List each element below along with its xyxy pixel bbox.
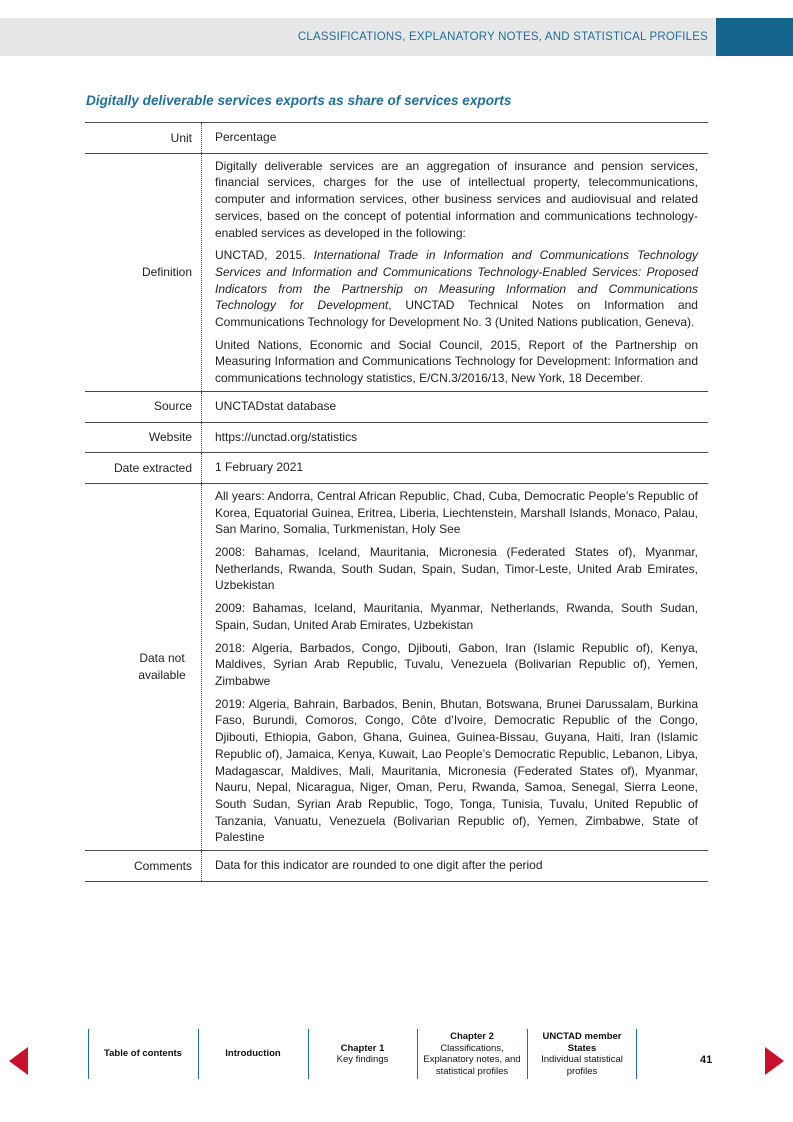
nav-table-of-contents[interactable]	[89, 1029, 197, 1079]
reference-title: International Trade in Information and Communications Technology Services and Information and Communications Technology-Enabled Services: Proposed Indicators from the Partnership on Measuring Information and Communications Technology for Development	[215, 248, 699, 313]
nav-sublabel: Individual statistical	[541, 1054, 623, 1065]
section-title: CLASSIFICATIONS, EXPLANATORY NOTES, AND STATISTICAL PROFILES	[297, 31, 708, 43]
reference-author: UNCTAD, 2015.	[215, 248, 314, 263]
row-comments	[85, 850, 708, 882]
source-value: UNCTADstat database	[215, 398, 337, 413]
definition-reference-un: United Nations, Economic and Social Council, 2015, Report of the Partnership on Measuring Information and Communications Technology for Development: Information and communications technology statistics, E/CN.3/2016/13, New York, 18 December.	[215, 337, 698, 386]
header-bar	[0, 18, 716, 56]
nav-sublabel: Classifications,	[440, 1042, 504, 1054]
nav-label: Table of contents	[104, 1048, 182, 1060]
reference-details: , UNCTAD Technical Notes on Information and Communications Technology for Development No. 3 (United Nations publication, Geneva).	[215, 298, 698, 330]
website-label: Website	[85, 423, 202, 453]
header-accent-block	[716, 18, 793, 56]
definition-paragraph: Digitally deliverable services are an aggregation of insurance and pension services, financial services, charges for the use of intellectual property, telecommunications, computer and information services, other business services and audiovisual and related services, based on the concept of potential information and communications technology-enabled services as developed in the following:	[215, 158, 698, 240]
comments-value: Data for this indicator are rounded to one digit after the period	[215, 858, 543, 873]
row-unit	[85, 122, 708, 153]
metadata-table	[85, 122, 708, 882]
nav-label: Introduction	[225, 1048, 281, 1060]
list-item: 2018: Algeria, Barbados, Congo, Djibouti, Gabon, Iran (Islamic Republic of), Kenya, Maldives, Syrian Arab Republic, Tuvalu, Venezuela (Bolivarian Republic of), Yemen, Zimbabwe	[215, 640, 698, 688]
list-item: 2009: Bahamas, Iceland, Mauritania, Myanmar, Netherlands, Rwanda, South Sudan, Spain, Sudan, United Arab Emirates, Uzbekistan	[215, 601, 698, 632]
row-date-extracted	[85, 452, 708, 483]
comments-label: Comments	[85, 851, 202, 881]
list-item: 2008: Bahamas, Iceland, Mauritania, Micronesia (Federated States of), Myanmar, Netherlands, Rwanda, South Sudan, Spain, Sudan, Timor-Leste, United Arab Emirates, Uzbekistan	[215, 545, 698, 593]
source-label: Source	[85, 392, 202, 422]
next-page-arrow-icon[interactable]	[765, 1047, 784, 1075]
row-website	[85, 422, 708, 453]
page-number: 41	[700, 1054, 713, 1066]
nav-introduction[interactable]	[199, 1029, 307, 1079]
page-title: Digitally deliverable services exports as share of services exports	[86, 93, 512, 108]
row-source	[85, 391, 708, 422]
date-extracted-label: Date extracted	[85, 453, 202, 483]
nav-sublabel: profiles	[566, 1065, 598, 1077]
row-data-not-available	[85, 483, 708, 850]
nav-member-states[interactable]	[528, 1029, 636, 1079]
nav-sublabel: Key findings	[336, 1054, 389, 1065]
data-not-available-label	[85, 484, 202, 850]
website-link[interactable]: https://unctad.org/statistics	[215, 429, 358, 444]
nav-sublabel: statistical profiles	[435, 1065, 509, 1077]
nav-divider	[636, 1029, 637, 1079]
unit-label: Unit	[85, 123, 202, 153]
row-definition	[85, 153, 708, 391]
label-line: available	[138, 667, 186, 682]
data-not-available-value	[202, 484, 708, 850]
definition-value	[202, 154, 708, 391]
nav-label: Chapter 2	[450, 1031, 494, 1042]
nav-label: Chapter 1	[340, 1042, 385, 1054]
nav-label: UNCTAD member States	[542, 1031, 622, 1054]
date-extracted-value: 1 February 2021	[215, 460, 304, 475]
label-line: Data not	[139, 651, 185, 666]
list-item: 2019: Algeria, Bahrain, Barbados, Benin, Bhutan, Botswana, Brunei Darussalam, Burkina Faso, Burundi, Comoros, Congo, Côte d’Ivoire, Democratic Republic of the Congo, Djibouti, Ethiopia, Gabon, Ghana, Guinea, Guinea-Bissau, Guyana, Haiti, Iran (Islamic Republic of), Jamaica, Kenya, Kuwait, Lao People’s Democratic Republic, Lebanon, Libya, Madagascar, Maldives, Mali, Mauritania, Micronesia (Federated States of), Myanmar, Nauru, Nepal, Nicaragua, Niger, Oman, Peru, Rwanda, Samoa, Senegal, Sierra Leone, South Sudan, Syrian Arab Republic, Togo, Tonga, Tunisia, Tuvalu, United Republic of Tanzania, Vanuatu, Venezuela (Bolivarian Republic of), Yemen, Zimbabwe, State of Palestine	[215, 696, 698, 845]
list-item: All years: Andorra, Central African Republic, Chad, Cuba, Democratic People’s Republic of Korea, Equatorial Guinea, Eritrea, Liberia, Liechtenstein, Marshall Islands, Monaco, Palau, San Marino, Somalia, Turkmenistan, Holy See	[215, 488, 698, 537]
previous-page-arrow-icon[interactable]	[9, 1047, 28, 1075]
nav-chapter-1[interactable]	[309, 1029, 416, 1079]
definition-label: Definition	[85, 154, 202, 391]
nav-sublabel: Explanatory notes, and	[423, 1054, 521, 1065]
definition-reference-unctad	[215, 247, 698, 331]
unit-value: Percentage	[215, 130, 277, 144]
nav-chapter-2[interactable]	[418, 1029, 526, 1079]
